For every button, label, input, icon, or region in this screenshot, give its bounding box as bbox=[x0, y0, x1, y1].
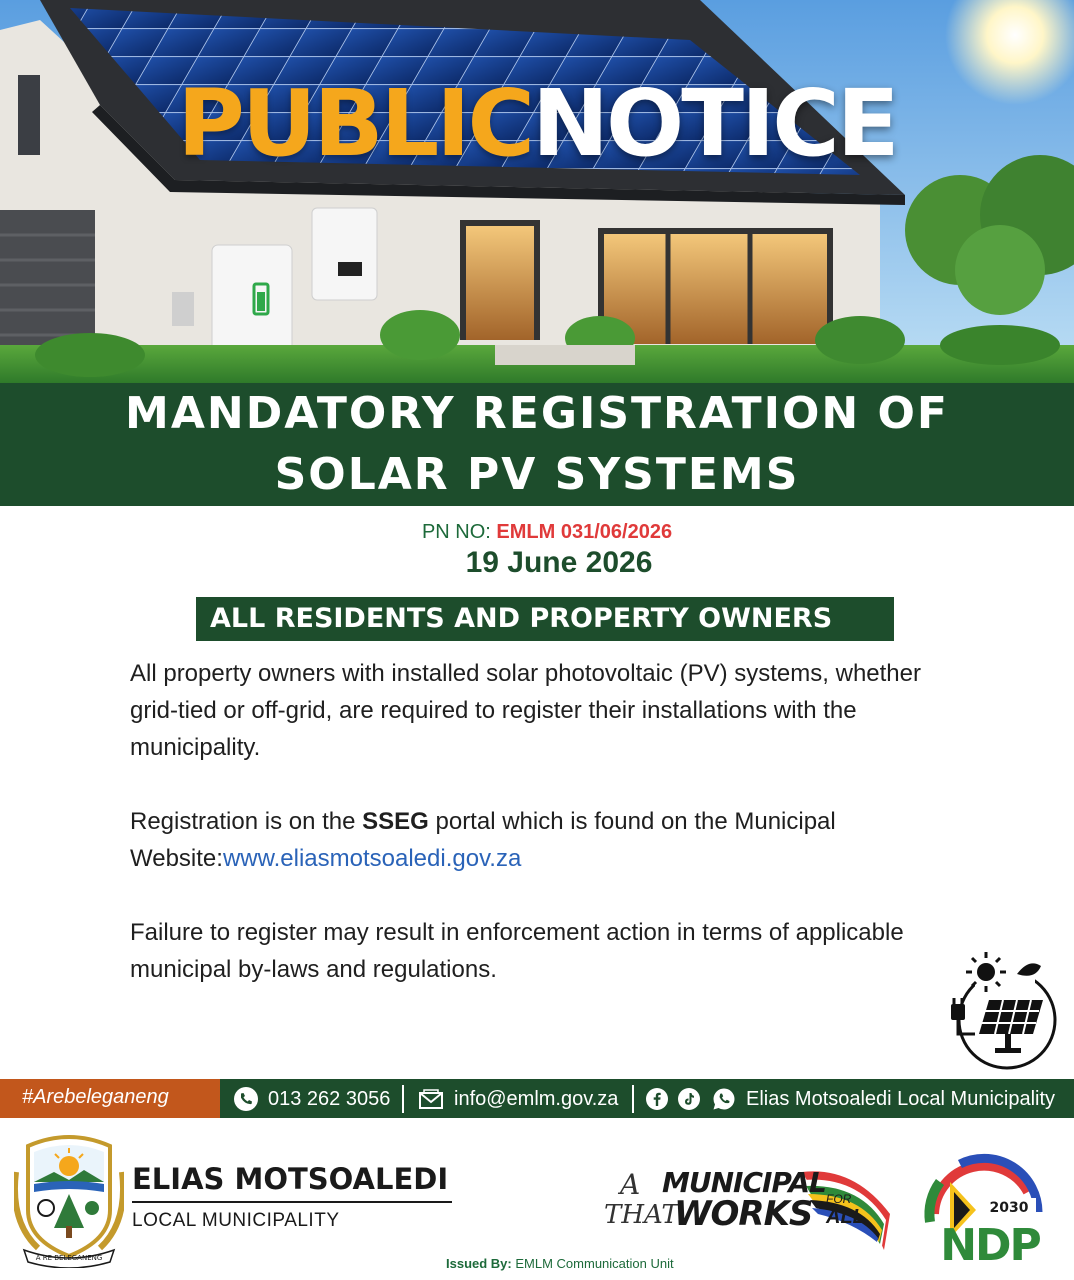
crest-icon bbox=[14, 1132, 124, 1268]
house-solar-illustration bbox=[0, 0, 1074, 383]
headline-notice: NOTICE bbox=[532, 70, 897, 177]
paragraph-3: Failure to register may result in enforcement action in terms of applicable municipal by-laws and regulations. bbox=[130, 919, 904, 983]
title-banner bbox=[0, 383, 1074, 506]
paragraph-1: All property owners with installed solar photovoltaic (PV) systems, whether grid-tied or off-grid, are required to register their installations with the municipality. bbox=[130, 660, 921, 761]
org-name: ELIAS MOTSOALEDI bbox=[132, 1162, 449, 1196]
slogan-a: A bbox=[620, 1168, 641, 1201]
paragraph-2-start: Registration is on the bbox=[130, 808, 363, 835]
title-line-1: MANDATORY REGISTRATION OF bbox=[125, 388, 949, 439]
contact-bar bbox=[0, 1079, 1074, 1118]
issued-label: Issued By: bbox=[446, 1256, 512, 1271]
ndp-year: 2030 bbox=[989, 1200, 1029, 1216]
paragraph-2-middle: portal which is found on the Municipal Website: bbox=[130, 808, 836, 872]
slogan-all: ALL bbox=[826, 1206, 865, 1228]
hero-image bbox=[0, 0, 1074, 383]
pn-label: PN NO: bbox=[421, 521, 491, 543]
divider bbox=[402, 1085, 404, 1113]
slogan-works: WORKS bbox=[674, 1194, 813, 1234]
social-contact[interactable] bbox=[646, 1079, 1055, 1118]
org-subtitle: LOCAL MUNICIPALITY bbox=[132, 1210, 340, 1231]
slogan-municipal: MUNICIPAL bbox=[662, 1166, 826, 1199]
title-line-2: SOLAR PV SYSTEMS bbox=[274, 449, 800, 500]
whatsapp-icon[interactable] bbox=[712, 1087, 736, 1111]
divider bbox=[632, 1085, 634, 1113]
facebook-icon[interactable] bbox=[646, 1088, 668, 1110]
ndp-text: NDP bbox=[940, 1220, 1040, 1266]
ndp-logo-icon bbox=[920, 1152, 1046, 1266]
crest-motto: A RE BELEGANENG bbox=[35, 1254, 103, 1262]
issued-by bbox=[446, 1256, 674, 1271]
headline-public: PUBLIC bbox=[177, 70, 533, 177]
email-address: info@emlm.gov.za bbox=[454, 1087, 619, 1110]
email-icon bbox=[418, 1088, 444, 1110]
email-contact[interactable] bbox=[418, 1079, 618, 1118]
website-link[interactable]: www.eliasmotsoaledi.gov.za bbox=[222, 845, 522, 872]
phone-icon bbox=[234, 1087, 258, 1111]
phone-number: 013 262 3056 bbox=[268, 1087, 391, 1110]
issued-value: EMLM Communication Unit bbox=[515, 1256, 674, 1271]
pn-number bbox=[0, 521, 1074, 544]
headline bbox=[0, 70, 1074, 177]
slogan-that: THAT bbox=[604, 1200, 679, 1230]
audience-banner: ALL RESIDENTS AND PROPERTY OWNERS bbox=[196, 597, 894, 641]
tiktok-icon[interactable] bbox=[678, 1088, 700, 1110]
hashtag: #Arebeleganeng bbox=[0, 1079, 220, 1118]
pn-code: EMLM 031/06/2026 bbox=[496, 521, 673, 543]
slogan-logo bbox=[604, 1162, 904, 1254]
solar-panel-icon bbox=[945, 948, 1063, 1070]
sseg-label: SSEG bbox=[362, 808, 429, 835]
paragraph-2 bbox=[130, 803, 930, 877]
social-handle: Elias Motsoaledi Local Municipality bbox=[746, 1087, 1056, 1110]
slogan-for: FOR bbox=[826, 1192, 852, 1206]
notice-date: 19 June 2026 bbox=[465, 546, 653, 579]
phone-contact[interactable] bbox=[234, 1079, 390, 1118]
notice-body bbox=[130, 655, 1010, 1025]
org-divider bbox=[132, 1201, 452, 1203]
